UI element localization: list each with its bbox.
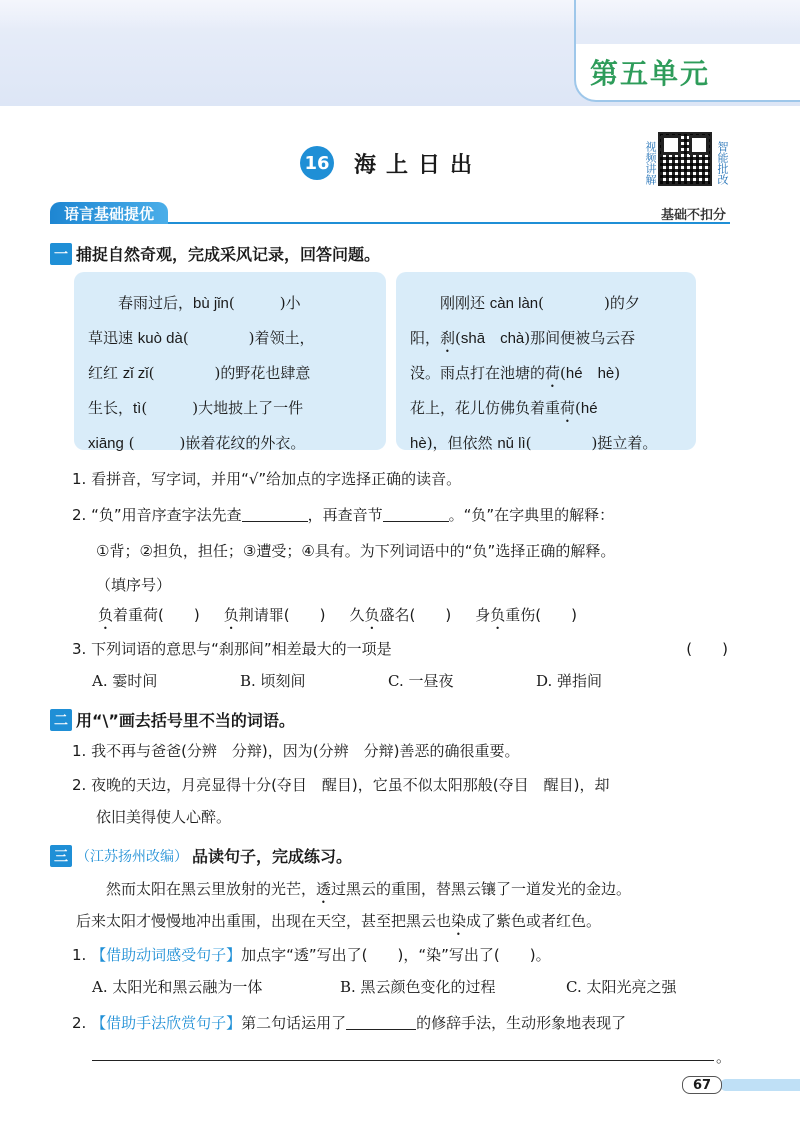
q3-item-1: 1. 【借助动词感受句子】加点字“透”写出了( )，“染”写出了( )。 (72, 946, 551, 964)
lesson-number-badge: 16 (300, 146, 334, 180)
passage-box-right (396, 272, 696, 450)
q1-item-2-line-2: ①背；②担负，担任；③遭受；④具有。为下列词语中的“负”选择正确的解释。 (96, 542, 616, 560)
q1-word-list (98, 604, 577, 633)
passage-right-line: 刚刚还 càn làn( )的夕 (440, 294, 640, 312)
q1-item-1: 1. 看拼音，写字词，并用“√”给加点的字选择正确的读音。 (72, 470, 462, 488)
section-label: 语言基础提优 (50, 202, 168, 224)
q1-item-3: 3. 下列词语的意思与“刹那间”相差最大的一项是 (72, 640, 392, 658)
question-3-heading (50, 844, 352, 867)
q3-item-2: 2. 【借助手法欣赏句子】第二句话运用了 的修辞手法，生动形象地表现了 (72, 1014, 627, 1032)
question-3-title: 品读句子，完成练习。 (192, 847, 353, 866)
q2-item-2-line-2: 依旧美得使人心醉。 (96, 808, 232, 826)
word-item[interactable]: 负着重荷( ) (98, 606, 200, 624)
passage-left-line: 生长，tì( )大地披上了一件 (88, 399, 304, 417)
passage-box-left (74, 272, 386, 450)
lesson-name: 海上日出 (354, 152, 483, 178)
passage-left-line: 春雨过后，bù jǐn( )小 (118, 294, 301, 312)
passage-left-line: xiāng ( )嵌着花纹的外衣。 (88, 434, 306, 452)
qr-left-label: 视频讲解 (644, 141, 657, 185)
q3-item-2-tag: 【借助手法欣赏句子】 (91, 1014, 242, 1032)
question-3-source: （江苏扬州改编） (76, 848, 188, 865)
option-a[interactable]: A. 霎时间 (92, 672, 158, 690)
option-d[interactable]: D. 弹指间 (536, 672, 603, 690)
passage-right-line: 没。雨点打在池塘的荷(hé hè) (410, 364, 621, 382)
q1-item-3-answer[interactable]: ( ) (686, 640, 728, 658)
page-number-block (674, 1076, 800, 1094)
option-c[interactable]: C. 太阳光亮之强 (566, 978, 677, 996)
option-b[interactable]: B. 顷刻间 (240, 672, 306, 690)
unit-title: 第五单元 (590, 57, 711, 90)
qr-code-block[interactable] (642, 132, 728, 194)
question-1-heading (50, 242, 380, 265)
page-number-bar (720, 1079, 800, 1091)
passage-left-line: 草迅速 kuò dà( )着领土， (88, 329, 315, 347)
answer-blank[interactable] (242, 506, 308, 522)
option-c[interactable]: C. 一昼夜 (388, 672, 454, 690)
word-item[interactable]: 久负盛名( ) (349, 606, 452, 624)
question-3-badge: 三 (50, 845, 72, 867)
section-right-label: 基础不扣分 (660, 208, 726, 223)
q3-passage-line-2: 后来太阳才慢慢地冲出重围，出现在天空，甚至把黑云也染成了紫色或者红色。 (76, 912, 602, 930)
answer-blank[interactable] (383, 506, 449, 522)
passage-right-line: 花上，花儿仿佛负着重荷(hé (410, 399, 598, 417)
answer-blank[interactable] (346, 1014, 416, 1030)
qr-code-icon[interactable] (658, 132, 712, 186)
q3-passage-line-1: 然而太阳在黑云里放射的光芒，透过黑云的重围，替黑云镶了一道发光的金边。 (106, 880, 632, 898)
lesson-title (300, 146, 482, 180)
q1-item-3-options (92, 670, 602, 691)
q1-item-2-line-3: （填序号） (96, 576, 172, 594)
unit-tab (574, 44, 800, 102)
option-a[interactable]: A. 太阳光和黑云融为一体 (92, 978, 263, 996)
question-2-heading (50, 708, 295, 731)
line-end-mark: 。 (716, 1048, 732, 1066)
page-number: 67 (682, 1076, 722, 1094)
question-2-badge: 二 (50, 709, 72, 731)
passage-right-line: 阳，刹(shā chà)那间便被乌云吞 (410, 329, 636, 347)
word-item[interactable]: 身负重伤( ) (475, 606, 577, 624)
qr-right-label: 智能批改 (716, 141, 729, 185)
section-bar (50, 200, 730, 224)
word-item[interactable]: 负荆请罪( ) (223, 606, 326, 624)
q2-item-1: 1. 我不再与爸爸(分辨 分辩)，因为(分辨 分辩)善恶的确很重要。 (72, 742, 520, 760)
option-b[interactable]: B. 黑云颜色变化的过程 (340, 978, 496, 996)
q3-item-1-options (92, 976, 676, 997)
passage-right-line: hè)，但依然 nǔ lì( )挺立着。 (410, 434, 658, 452)
passage-left-line: 红红 zǐ zǐ( )的野花也肆意 (88, 364, 311, 382)
question-1-title: 捕捉自然奇观，完成采风记录，回答问题。 (76, 245, 381, 264)
q2-item-2: 2. 夜晚的天边，月亮显得十分(夺目 醒目)，它虽不似太阳那般(夺目 醒目)，却 (72, 776, 610, 794)
q3-item-1-tag: 【借助动词感受句子】 (91, 946, 242, 964)
q1-item-2: 2. “负”用音序查字法先查 ，再查音节 。“负”在字典里的解释： (72, 506, 615, 524)
answer-line[interactable] (92, 1060, 714, 1061)
question-2-title: 用“\”画去括号里不当的词语。 (76, 711, 295, 730)
question-1-badge: 一 (50, 243, 72, 265)
